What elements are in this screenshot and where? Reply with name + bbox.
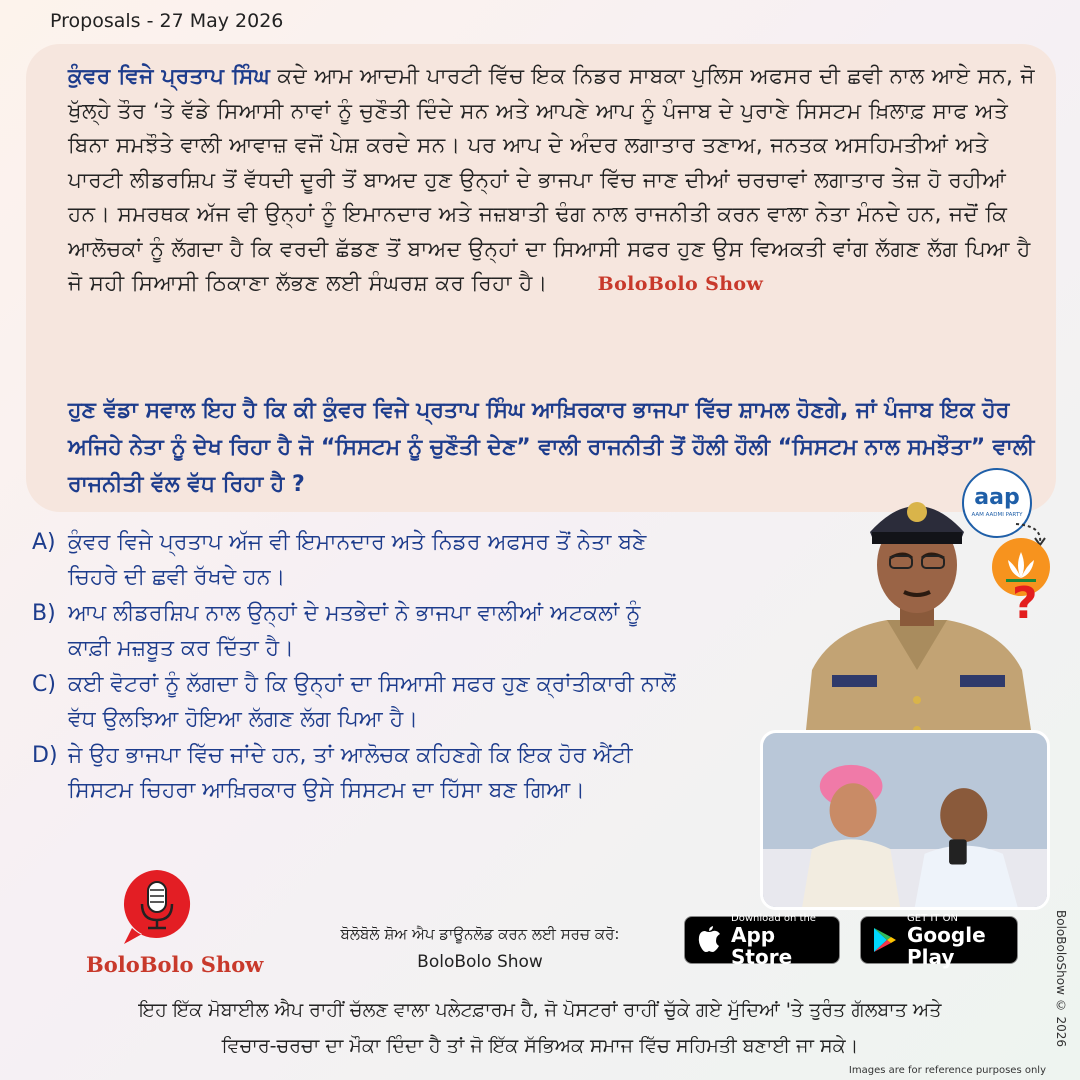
intro-body: ਕਦੇ ਆਮ ਆਦਮੀ ਪਾਰਟੀ ਵਿੱਚ ਇਕ ਨਿਡਰ ਸਾਬਕਾ ਪੁਲਿਸ ਅਫਸਰ ਦੀ ਛਵੀ ਨਾਲ ਆਏ ਸਨ, ਜੋ ਖੁੱਲ੍ਹੇ ਤੌਰ ‘ਤੇ ਵੱਡੇ ਸਿਆਸੀ ਨਾਵਾਂ ਨੂੰ ਚੁਣੌਤੀ ਦਿੰਦੇ ਸਨ ਅਤੇ ਆਪਣੇ ਆਪ ਨੂੰ ਪੰਜਾਬ ਦੇ ਪੁਰਾਣੇ ਸਿਸਟਮ ਖ਼ਿਲਾਫ਼ ਸਾਫ ਅਤੇ ਬਿਨਾ ਸਮਝੌਤੇ ਵਾਲੀ ਆਵਾਜ਼ ਵਜੋਂ ਪੇਸ਼ ਕਰਦੇ ਸਨ। ਪਰ ਆਪ ਦੇ ਅੰਦਰ ਲਗਾਤਾਰ ਤਣਾਅ, ਜਨਤਕ ਅਸਹਿਮਤੀਆਂ ਅਤੇ ਪਾਰਟੀ ਲੀਡਰਸ਼ਿਪ ਤੋਂ ਵੱਧਦੀ ਦੂਰੀ ਤੋਂ ਬਾਅਦ ਹੁਣ ਉਨ੍ਹਾਂ ਦੇ ਭਾਜਪਾ ਵਿੱਚ ਜਾਣ ਦੀਆਂ ਚਰਚਾਵਾਂ ਲਗਾਤਾਰ ਤੇਜ਼ ਹੋ ਰਹੀਆਂ ਹਨ। ਸਮਰਥਕ ਅੱਜ ਵੀ ਉਨ੍ਹਾਂ ਨੂੰ ਇਮਾਨਦਾਰ ਅਤੇ ਜਜ਼ਬਾਤੀ ਢੰਗ ਨਾਲ ਰਾਜਨੀਤੀ ਕਰਨ ਵਾਲਾ ਨੇਤਾ ਮੰਨਦੇ ਹਨ, ਜਦੋਂ ਕਿ ਆਲੋਚਕਾਂ ਨੂੰ ਲੱਗਦਾ ਹੈ ਕਿ ਵਰਦੀ ਛੱਡਣ ਤੋਂ ਬਾਅਦ ਉਨ੍ਹਾਂ ਦਾ ਸਿਆਸੀ ਸਫਰ ਹੁਣ ਉਸ ਵਿਅਕਤੀ ਵਾਂਗ ਲੱਗਣ ਲੱਗ ਪਿਆ ਹੈ ਜੋ ਸਹੀ ਸਿਆਸੀ ਠਿਕਾਣਾ ਲੱਭਣ ਲਈ ਸੰਘਰਸ਼ ਕਰ ਰਿਹਾ ਹੈ। [68,64,1035,296]
search-prompt-block [300,920,660,976]
google-play-icon [873,927,897,953]
platform-desc-line: ਇਹ ਇੱਕ ਮੋਬਾਈਲ ਐਪ ਰਾਹੀਂ ਚੱਲਣ ਵਾਲਾ ਪਲੇਟਫ਼ਾਰਮ ਹੈ, ਜੋ ਪੋਸਟਰਾਂ ਰਾਹੀਂ ਚੁੱਕੇ ਗਏ ਮੁੱਦਿਆਂ 'ਤੇ ਤੁਰੰਤ ਗੱਲਬਾਤ ਅਤੇ [138,999,942,1021]
options-list [32,526,772,810]
watermark-brand: BoloBolo Show [597,273,764,295]
side-credit: BoloBoloShow © 2026 [1054,910,1068,1048]
option-text-line: ਸਿਸਟਮ ਚਿਹਰਾ ਆਖ਼ਿਰਕਾਰ ਉਸੇ ਸਿਸਟਮ ਦਾ ਹਿੱਸਾ ਬਣ ਗਿਆ। [68,777,585,803]
option-text-line: ਕਾਫ਼ੀ ਮਜ਼ਬੂਤ ਕਰ ਦਿੱਤਾ ਹੈ। [68,635,294,661]
google-play-button[interactable] [860,912,1018,969]
question-mark-icon: ? [1012,578,1038,629]
platform-description [40,992,1040,1064]
intro-name: ਕੁੰਵਰ ਵਿਜੇ ਪ੍ਰਤਾਪ ਸਿੰਘ [68,64,271,89]
appstore-small-label: Download on the [731,912,816,924]
search-prompt: ਬੋਲੋਬੋਲੋ ਸ਼ੋਅ ਐਪ ਡਾਊਨਲੋਡ ਕਰਨ ਲਈ ਸਰਚ ਕਰੋ: [340,925,620,943]
apple-icon [697,926,721,954]
app-name: BoloBolo Show [417,952,543,972]
option-text-line: ਕੁੰਵਰ ਵਿਜੇ ਪ੍ਰਤਾਪ ਅੱਜ ਵੀ ਇਮਾਨਦਾਰ ਅਤੇ ਨਿਡਰ ਅਫਸਰ ਤੋਂ ਨੇਤਾ ਬਣੇ [68,530,647,555]
playstore-small-label: GET IT ON [907,912,958,924]
aap-logo-subtext: AAM AADMI PARTY [971,512,1023,518]
meeting-photo [760,730,1050,910]
mic-logo-icon [120,868,194,948]
option-text-line: ਚਿਹਰੇ ਦੀ ਛਵੀ ਰੱਖਦੇ ਹਨ। [68,564,286,590]
option-text-line: ਕਈ ਵੋਟਰਾਂ ਨੂੰ ਲੱਗਦਾ ਹੈ ਕਿ ਉਨ੍ਹਾਂ ਦਾ ਸਿਆਸੀ ਸਫਰ ਹੁਣ ਕ੍ਰਾਂਤੀਕਾਰੀ ਨਾਲੋਂ [68,672,676,697]
option-a[interactable] [32,526,772,595]
option-text-line: ਆਪ ਲੀਡਰਸ਼ਿਪ ਨਾਲ ਉਨ੍ਹਾਂ ਦੇ ਮਤਭੇਦਾਂ ਨੇ ਭਾਜਪਾ ਵਾਲੀਆਂ ਅਟਕਲਾਂ ਨੂੰ [68,601,641,626]
header-date: Proposals - 27 May 2026 [50,10,284,32]
option-d[interactable] [32,739,772,808]
option-text-line: ਵੱਧ ਉਲਝਿਆ ਹੋਇਆ ਲੱਗਣ ਲੱਗ ਪਿਆ ਹੈ। [68,706,419,732]
option-c[interactable] [32,668,772,737]
question-text: ਹੁਣ ਵੱਡਾ ਸਵਾਲ ਇਹ ਹੈ ਕਿ ਕੀ ਕੁੰਵਰ ਵਿਜੇ ਪ੍ਰਤਾਪ ਸਿੰਘ ਆਖ਼ਿਰਕਾਰ ਭਾਜਪਾ ਵਿੱਚ ਸ਼ਾਮਲ ਹੋਣਗੇ, ਜਾਂ ਪੰਜਾਬ ਇਕ ਹੋਰ ਅਜਿਹੇ ਨੇਤਾ ਨੂੰ ਦੇਖ ਰਿਹਾ ਹੈ ਜੋ “ਸਿਸਟਮ ਨੂੰ ਚੁਣੌਤੀ ਦੇਣ” ਵਾਲੀ ਰਾਜਨੀਤੀ ਤੋਂ ਹੌਲੀ ਹੌਲੀ “ਸਿਸਟਮ ਨਾਲ ਸਮਝੌਤਾ” ਵਾਲੀ ਰਾਜਨੀਤੀ ਵੱਲ ਵੱਧ ਰਿਹਾ ਹੈ ? [68,398,1035,497]
appstore-big-label: App Store [731,922,793,969]
option-letter: C) [32,672,56,697]
intro-paragraph [68,60,1043,302]
reference-note: Images are for reference purposes only [848,1065,1046,1076]
option-letter: B) [32,601,56,626]
aap-logo-text: aap [974,485,1020,510]
option-letter: A) [32,530,56,555]
option-b[interactable] [32,597,772,666]
playstore-big-label: Google Play [907,922,986,969]
option-letter: D) [32,743,58,768]
option-text-line: ਜੇ ਉਹ ਭਾਜਪਾ ਵਿੱਚ ਜਾਂਦੇ ਹਨ, ਤਾਂ ਆਲੋਚਕ ਕਹਿਣਗੇ ਕਿ ਇਕ ਹੋਰ ਐਂਟੀ [68,743,633,768]
platform-desc-line: ਵਿਚਾਰ-ਚਰਚਾ ਦਾ ਮੌਕਾ ਦਿੰਦਾ ਹੈ ਤਾਂ ਜੋ ਇੱਕ ਸੱਭਿਅਕ ਸਮਾਜ ਵਿੱਚ ਸਹਿਮਤੀ ਬਣਾਈ ਜਾ ਸਕੇ। [221,1035,859,1057]
brand-name: BoloBolo Show [86,952,264,977]
app-store-button[interactable] [684,912,840,969]
